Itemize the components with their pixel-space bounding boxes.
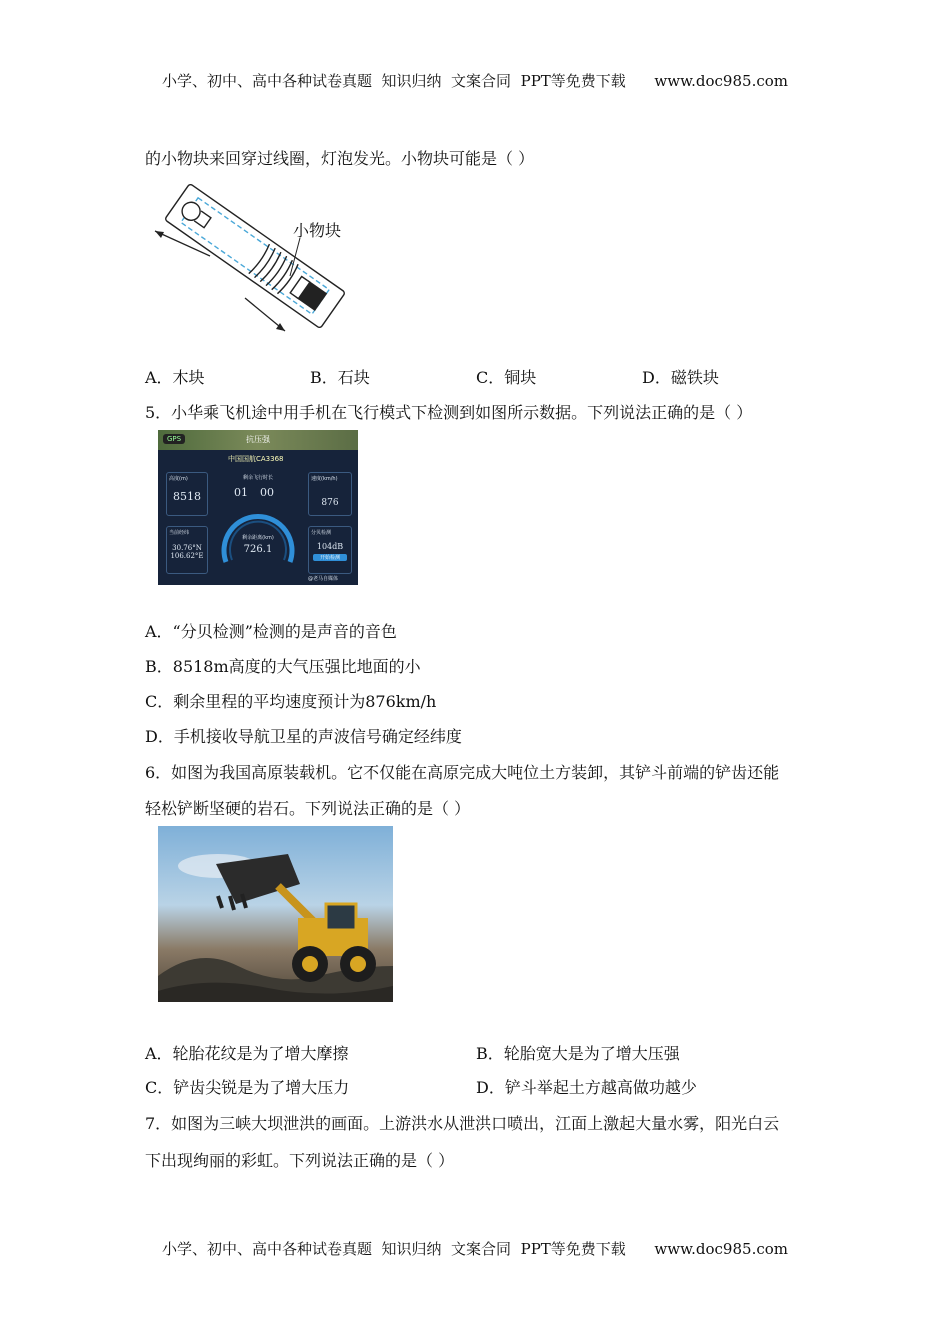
speed-label: 速度(km/h)	[311, 476, 338, 482]
remaining-time-minutes: 00	[260, 486, 274, 499]
altitude-panel	[166, 472, 208, 516]
flight-app-screenshot	[158, 430, 358, 585]
position-panel	[166, 526, 208, 574]
remaining-distance-label: 剩余距离(km)	[242, 535, 274, 541]
q5-option-b: B．8518m高度的大气压强比地面的小	[145, 657, 421, 676]
latitude-value: 30.76°N	[172, 544, 202, 552]
q6-option-d: D．铲斗举起土方越高做功越少	[476, 1078, 697, 1097]
speed-value: 876	[321, 498, 339, 508]
q4-option-d: D．磁铁块	[642, 368, 719, 387]
q4-figure-label: 小物块	[293, 221, 342, 240]
page-footer: 小学、初中、高中各种试卷真题 知识归纳 文案合同 PPT等免费下载 www.doc985.com	[161, 1240, 788, 1258]
remaining-distance-value: 726.1	[243, 544, 273, 555]
altitude-label: 高度(m)	[169, 476, 188, 482]
remaining-time-label: 剩余飞行时长	[242, 475, 273, 481]
loader-illustration	[158, 826, 393, 1002]
q6-option-a: A．轮胎花纹是为了增大摩擦	[145, 1044, 349, 1063]
decibel-panel	[308, 526, 352, 574]
q6-stem-line1: 6．如图为我国高原装载机。它不仅能在高原完成大吨位土方装卸，其铲斗前端的铲齿还能	[145, 763, 780, 782]
decibel-value: 104dB	[316, 542, 344, 551]
q6-option-c: C．铲齿尖锐是为了增大压力	[145, 1078, 350, 1097]
q4-option-a: A．木块	[145, 368, 205, 387]
position-label: 当前经纬	[169, 530, 190, 536]
decibel-label: 分贝检测	[311, 530, 332, 536]
gps-badge: GPS	[163, 434, 185, 444]
flashlight-diagram	[150, 176, 360, 336]
q4-option-c: C．铜块	[476, 368, 537, 387]
q7-stem-line1: 7．如图为三峡大坝泄洪的画面。上游洪水从泄洪口喷出，江面上激起大量水雾，阳光白云	[145, 1114, 780, 1133]
top-label: 抗压强	[246, 435, 270, 444]
q4-option-b: B．石块	[310, 368, 370, 387]
flight-number: 中国国航CA3368	[228, 455, 284, 463]
longitude-value: 106.62°E	[170, 552, 204, 560]
q4-stem-continuation: 的小物块来回穿过线圈，灯泡发光。小物块可能是（ ）	[145, 149, 535, 168]
q6-stem-line2: 轻松铲断坚硬的岩石。下列说法正确的是（ ）	[145, 799, 471, 818]
loader-photo	[158, 826, 393, 1002]
q5-stem: 5．小华乘飞机途中用手机在飞行模式下检测到如图所示数据。下列说法正确的是（ ）	[145, 403, 753, 422]
q6-option-b: B．轮胎宽大是为了增大压强	[476, 1044, 680, 1063]
q4-figure	[150, 176, 360, 336]
screenshot-watermark: @老马自媒体	[308, 576, 339, 582]
altitude-value: 8518	[173, 490, 201, 503]
q5-option-a: A．“分贝检测”检测的是声音的音色	[145, 622, 397, 641]
remaining-time-hours: 01	[234, 486, 248, 499]
q5-option-d: D．手机接收导航卫星的声波信号确定经纬度	[145, 727, 462, 746]
page-header: 小学、初中、高中各种试卷真题 知识归纳 文案合同 PPT等免费下载 www.doc985.com	[161, 72, 788, 90]
q7-stem-line2: 下出现绚丽的彩虹。下列说法正确的是（ ）	[145, 1151, 455, 1170]
decibel-start-button: 开始检测	[313, 554, 347, 561]
speed-panel	[308, 472, 352, 516]
q5-option-c: C．剩余里程的平均速度预计为876km/h	[145, 692, 437, 711]
